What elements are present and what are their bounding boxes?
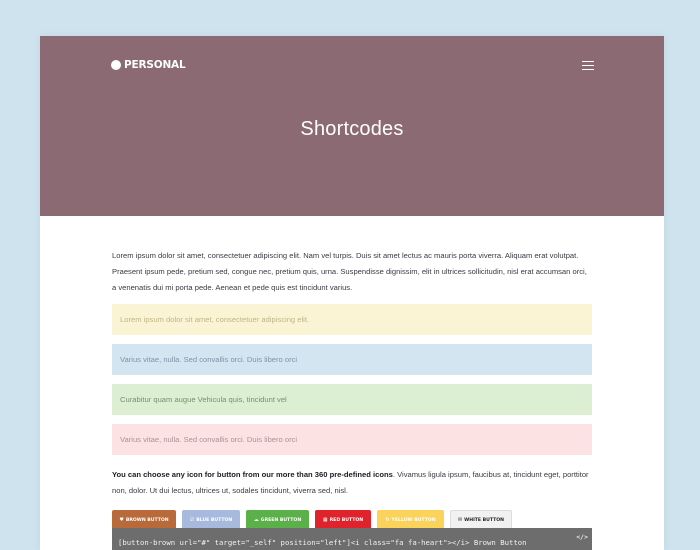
- white-button[interactable]: [450, 510, 512, 530]
- alert-green: [112, 384, 592, 415]
- heart-icon: ♥: [119, 517, 124, 523]
- button-label: WHITE BUTTON: [464, 517, 505, 523]
- icon-note-paragraph: [112, 467, 592, 499]
- cloud-icon: ☁: [253, 517, 259, 523]
- green-button[interactable]: [246, 510, 309, 530]
- site-logo[interactable]: [111, 59, 185, 71]
- red-button[interactable]: [315, 510, 371, 530]
- icon-note-rest: . Vivamus ligula ipsum, faucibus at, tincidunt eget, porttitor non, dolor. Ut dui lectus, ultrices ut, sodales tincidunt, viverra sed, nisl.: [112, 470, 589, 495]
- alert-yellow: [112, 304, 592, 335]
- icon-note-bold: You can choose any icon for button from our more than 360 pre-defined icons: [112, 470, 393, 479]
- calendar-icon: ▦: [322, 517, 328, 523]
- page-title: Shortcodes: [300, 118, 404, 140]
- code-text: [button-brown url="#" target="_self" position="left"]<i class="fa fa-heart"></i> Brown Button: [118, 538, 527, 547]
- button-label: GREEN BUTTON: [260, 517, 302, 523]
- alert-text: Lorem ipsum dolor sit amet, consectetuer adipiscing elit.: [120, 315, 310, 324]
- page-card: [40, 36, 664, 550]
- button-label: YELLOW BUTTON: [391, 517, 436, 523]
- alert-red: [112, 424, 592, 455]
- alert-text: Varius vitae, nulla. Sed convallis orci. Duis libero orci: [120, 435, 298, 444]
- brown-button[interactable]: [112, 510, 176, 530]
- intro-paragraph: Lorem ipsum dolor sit amet, consectetuer adipiscing elit. Nam vel turpis. Duis sit amet lectus ac mauris porta viverra. Aliquam erat volutpat. Praesent ipsum pede, pretium sed, congue nec, pretium quis, urna. Suspendisse dignissim, elit in ultrices sollicitudin, nisl erat accumsan orci, a venenatis dui mi porta pede. Aenean et pede quis est tincidunt varius.: [112, 251, 587, 292]
- main-content: [112, 248, 592, 530]
- button-label: BROWN BUTTON: [125, 517, 169, 523]
- alert-text: Curabitur quam augue Vehicula quis, tincidunt vel: [120, 395, 287, 404]
- button-label: RED BUTTON: [329, 517, 364, 523]
- logo-dot-icon: [111, 60, 121, 70]
- button-label: BLUE BUTTON: [196, 517, 233, 523]
- yellow-button[interactable]: [377, 510, 444, 530]
- envelope-icon: ✉: [457, 517, 463, 523]
- hamburger-menu-icon[interactable]: [582, 61, 594, 70]
- button-row: [112, 510, 592, 530]
- code-icon[interactable]: </>: [576, 533, 588, 541]
- hero-header: [40, 36, 664, 216]
- refresh-icon: ↻: [385, 517, 390, 523]
- alert-blue: [112, 344, 592, 375]
- logo-text: PERSONAL: [124, 59, 186, 71]
- code-snippet: [112, 528, 592, 550]
- checkbox-icon: ☑: [189, 517, 195, 523]
- alert-text: Varius vitae, nulla. Sed convallis orci. Duis libero orci: [120, 355, 298, 364]
- blue-button[interactable]: [182, 510, 240, 530]
